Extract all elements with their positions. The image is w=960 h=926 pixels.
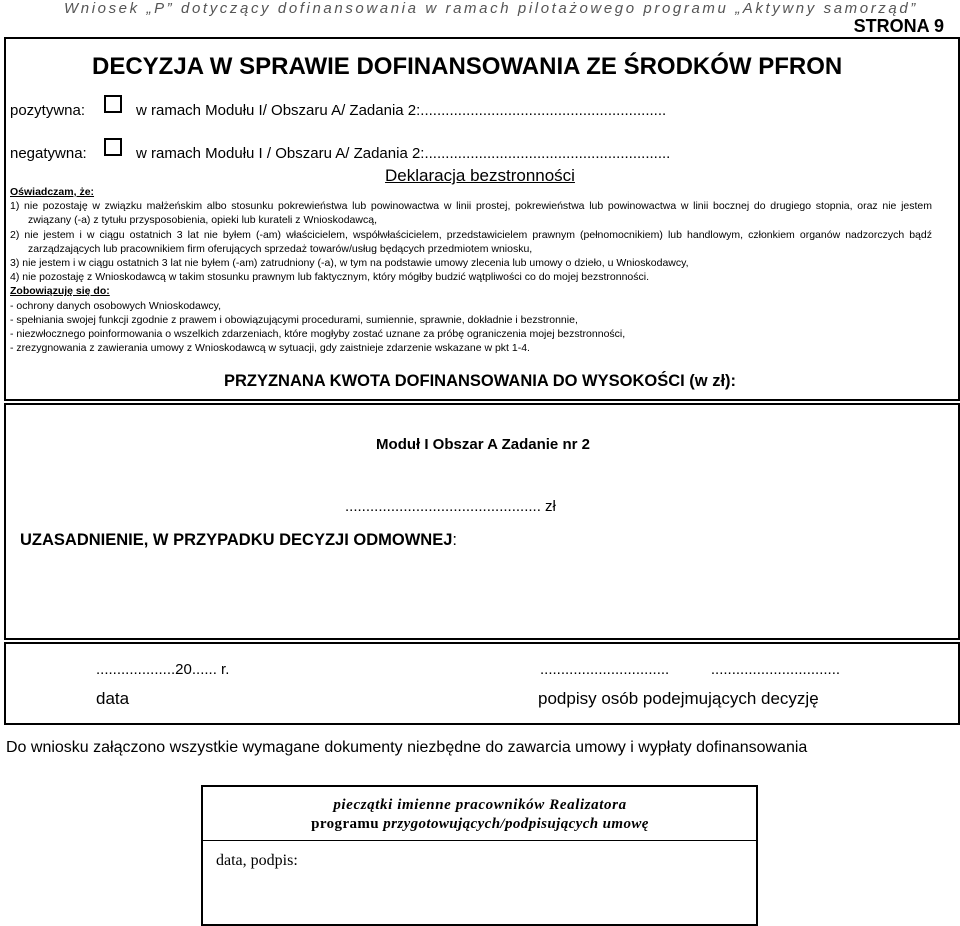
date-dots[interactable]: ...................20...... r. (96, 661, 230, 678)
page-number: STRONA 9 (853, 16, 944, 36)
date-label: data (96, 689, 130, 708)
obligation-item: - ochrony danych osobowych Wnioskodawcy, (10, 299, 222, 312)
justification-label: UZASADNIENIE, W PRZYPADKU DECYZJI ODMOWNEJ: (20, 531, 457, 549)
attachments-note: Do wniosku załączono wszystkie wymagane dokumenty niezbędne do zawarcia umowy i wypłaty dofinansowania (6, 739, 808, 756)
stamp-line2: programu przygotowujących/podpisujących umowę (311, 816, 649, 832)
running-title: Wniosek „P” dotyczący dofinansowania w ramach pilotażowego programu „Aktywny samorząd” (64, 0, 918, 17)
declaration-item: 3) nie jestem i w ciągu ostatnich 3 lat nie byłem (-am) zatrudniony (-a), w tym na podstawie umowy zlecenia lub umowy o dzieło, u Wnioskodawcy, (10, 257, 689, 270)
module-title: Moduł I Obszar A Zadanie nr 2 (376, 436, 590, 453)
decision-title: DECYZJA W SPRAWIE DOFINANSOWANIA ZE ŚRODKÓW PFRON (92, 53, 843, 80)
negative-text: w ramach Modułu I / Obszaru A/ Zadania 2:........................................................... (136, 145, 671, 162)
positive-checkbox[interactable] (104, 95, 122, 113)
negative-checkbox[interactable] (104, 138, 122, 156)
positive-label: pozytywna: (10, 102, 86, 119)
declaration-item: 2) nie jestem i w ciągu ostatnich 3 lat nie byłem (-am) właścicielem, współwłaścicielem, przedstawicielem prawnym (pełnomocnikiem) lub handlowym, członkiem organów nadzorczych bądź zarządzających lub pracownikiem firm oferujących sprzedaż towarów/usług będących przedmiotem wniosku, (10, 228, 932, 255)
positive-text: w ramach Modułu I/ Obszaru A/ Zadania 2:........................................................... (136, 102, 667, 119)
declaration-item: 1) nie pozostaję w związku małżeńskim albo stosunku pokrewieństwa lub powinowactwa w linii prostej, pokrewieństwa lub powinowactwa w linii bocznej do drugiego stopnia, oraz nie jestem związany (-a) z tytułu przysposobienia, opieki lub kurateli z Wnioskodawcą, (10, 200, 932, 227)
stamp-date-sign: data, podpis: (216, 852, 298, 869)
amount-value[interactable]: ............................................... zł (345, 498, 556, 515)
signature-box (4, 642, 960, 725)
signature-dots[interactable]: ............................... ............................... (540, 661, 841, 678)
obligation-item: - zrezygnowania z zawierania umowy z Wnioskodawcą w sytuacji, gdy zaistnieje zdarzenie wskazane w pkt 1-4. (10, 342, 530, 355)
signatures-label: podpisy osób podejmujących decyzję (538, 689, 819, 708)
stamp-divider (203, 840, 756, 841)
obligations-title: Zobowiązuję się do: (10, 285, 110, 298)
amount-title: PRZYZNANA KWOTA DOFINANSOWANIA DO WYSOKOŚCI (w zł): (223, 372, 737, 390)
negative-label: negatywna: (10, 145, 87, 162)
obligation-item: - spełniania swojej funkcji zgodnie z prawem i obowiązującymi procedurami, sumiennie, sprawnie, dokładnie i bezstronnie, (10, 313, 578, 326)
declaration-title: Deklaracja bezstronności (385, 166, 575, 185)
declaration-item: 4) nie pozostaję z Wnioskodawcą w takim stosunku prawnym lub faktycznym, który mógłby budzić wątpliwości co do mojej bezstronności. (10, 271, 650, 284)
obligation-item: - niezwłocznego poinformowania o wszelkich zdarzeniach, które mogłyby zostać uznane za próbę ograniczenia mojej bezstronności, (10, 328, 626, 341)
declaration-intro: Oświadczam, że: (10, 186, 95, 198)
stamp-line1: pieczątki imienne pracowników Realizatora (333, 797, 627, 813)
declaration-body (10, 185, 932, 355)
